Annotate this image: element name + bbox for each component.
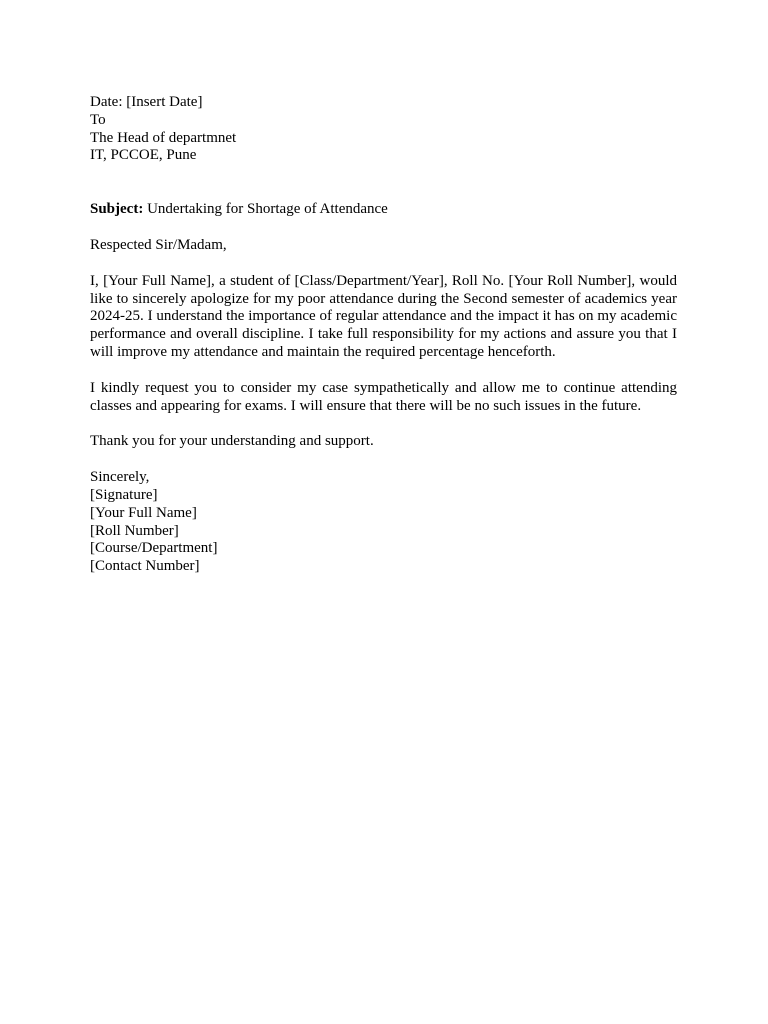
letter-header	[90, 94, 677, 165]
subject-label: Subject:	[90, 201, 144, 218]
contact-placeholder: [Contact Number]	[90, 558, 200, 575]
signature-placeholder: [Signature]	[90, 486, 158, 503]
closing-block	[90, 469, 677, 576]
date-line: Date: [Insert Date]	[90, 94, 203, 110]
subject-text: Undertaking for Shortage of Attendance	[143, 201, 388, 218]
course-placeholder: [Course/Department]	[90, 540, 218, 557]
subject-line	[90, 201, 677, 219]
recipient-title: The Head of departmnet	[90, 129, 237, 146]
body-paragraph-3: Thank you for your understanding and support.	[90, 433, 374, 450]
body-paragraph-2: I kindly request you to consider my case sympathetically and allow me to continue attending classes and appearing for exams. I will ensure that there will be no such issues in the future.	[90, 379, 677, 414]
letter-body	[90, 94, 677, 576]
salutation: Respected Sir/Madam,	[90, 236, 227, 253]
body-paragraph-1: I, [Your Full Name], a student of [Class/Department/Year], Roll No. [Your Roll Number], would like to sincerely apologize for my poor attendance during the Second semester of academics year 2024-25. I understand the importance of regular attendance and the impact it has on my academic performance and overall discipline. I take full responsibility for my actions and assure you that I will improve my attendance and maintain the required percentage henceforth.	[90, 272, 677, 360]
full-name-placeholder: [Your Full Name]	[90, 504, 197, 521]
sign-off: Sincerely,	[90, 469, 150, 486]
recipient-org: IT, PCCOE, Pune	[90, 147, 197, 164]
roll-number-placeholder: [Roll Number]	[90, 522, 179, 539]
to-line: To	[90, 111, 106, 128]
